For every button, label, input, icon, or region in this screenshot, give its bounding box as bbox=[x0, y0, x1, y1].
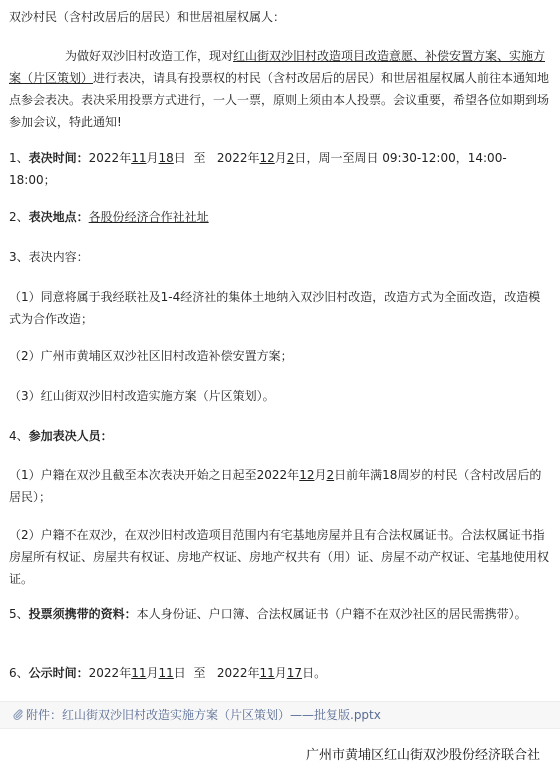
intro-paragraph bbox=[9, 45, 550, 133]
section-required-documents bbox=[9, 603, 550, 625]
participants-item-1: （1）户籍在双沙且截至本次表决开始之日起至2022年12月2日前年满18周岁的村民（含村改居后的居民）； bbox=[9, 468, 542, 504]
vote-content-item-2: （2）广州市黄埔区双沙社区旧村改造补偿安置方案； bbox=[9, 349, 293, 363]
section-label: 表决内容： bbox=[28, 250, 89, 264]
vote-location-value: 各股份经济合作社社址 bbox=[88, 210, 209, 224]
project-name: 红山街双沙旧村改造项目改造意愿、补偿安置方案、实施方案（片区策划） bbox=[9, 49, 546, 85]
section-number: 5、 bbox=[9, 607, 29, 621]
section-number: 6、 bbox=[9, 666, 29, 680]
paperclip-icon bbox=[12, 708, 24, 720]
section-vote-location bbox=[9, 206, 550, 228]
section-number: 4、 bbox=[9, 429, 29, 443]
publicity-time-value: 2022年11月11日 至 2022年11月17日。 bbox=[88, 666, 327, 680]
intro-lead: 为做好双沙旧村改造工作，现对 bbox=[65, 49, 234, 63]
section-label: 公示时间： bbox=[28, 666, 89, 680]
section-label: 投票须携带的资料： bbox=[28, 607, 137, 621]
salutation: 双沙村民（含村改居后的居民）和世居祖屋权属人： bbox=[9, 10, 286, 24]
section-participants bbox=[9, 425, 550, 447]
section-number: 2、 bbox=[9, 210, 29, 224]
section-publicity-time bbox=[9, 662, 550, 684]
attachment-link[interactable] bbox=[0, 701, 560, 729]
vote-content-item-3: （3）红山街双沙旧村改造实施方案（片区策划）。 bbox=[9, 389, 275, 403]
section-label: 参加表决人员： bbox=[28, 429, 113, 443]
section-number: 3、 bbox=[9, 250, 29, 264]
section-label: 表决时间： bbox=[28, 151, 89, 165]
section-vote-time bbox=[9, 147, 550, 191]
participants-item-2: （2）户籍不在双沙，在双沙旧村改造项目范围内有宅基地房屋并且有合法权属证书。合法权属证书指房屋所有权证、房屋共有权证、房地产权证、房地产权共有（用）证、房屋不动产权证、宅基地使用权证。 bbox=[9, 528, 550, 586]
required-documents-value: 本人身份证、户口簿、合法权属证书（户籍不在双沙社区的居民需携带）。 bbox=[136, 607, 527, 621]
attachment-text[interactable]: 附件：红山街双沙旧村改造实施方案（片区策划）——批复版.pptx bbox=[26, 708, 381, 722]
signature: 广州市黄埔区红山街双沙股份经济联合社 bbox=[305, 748, 540, 763]
section-number: 1、 bbox=[9, 151, 29, 165]
intro-tail: 进行表决，请具有投票权的村民（含村改居后的居民）和世居祖屋权属人前往本通知地点参会表决。表决采用投票方式进行，一人一票，原则上须由本人投票。会议重要，希望各位如期到场参加会议，特此通知! bbox=[9, 71, 550, 129]
section-vote-content bbox=[9, 246, 550, 268]
vote-content-item-1: （1）同意将属于我经联社及1-4经济社的集体土地纳入双沙旧村改造，改造方式为全面改造，改造模式为合作改造； bbox=[9, 290, 541, 326]
section-label: 表决地点： bbox=[28, 210, 89, 224]
vote-time-value: 2022年11月18日 至 2022年12月2日，周一至周日 09:30-12:00，14:00-18:00； bbox=[9, 151, 507, 187]
